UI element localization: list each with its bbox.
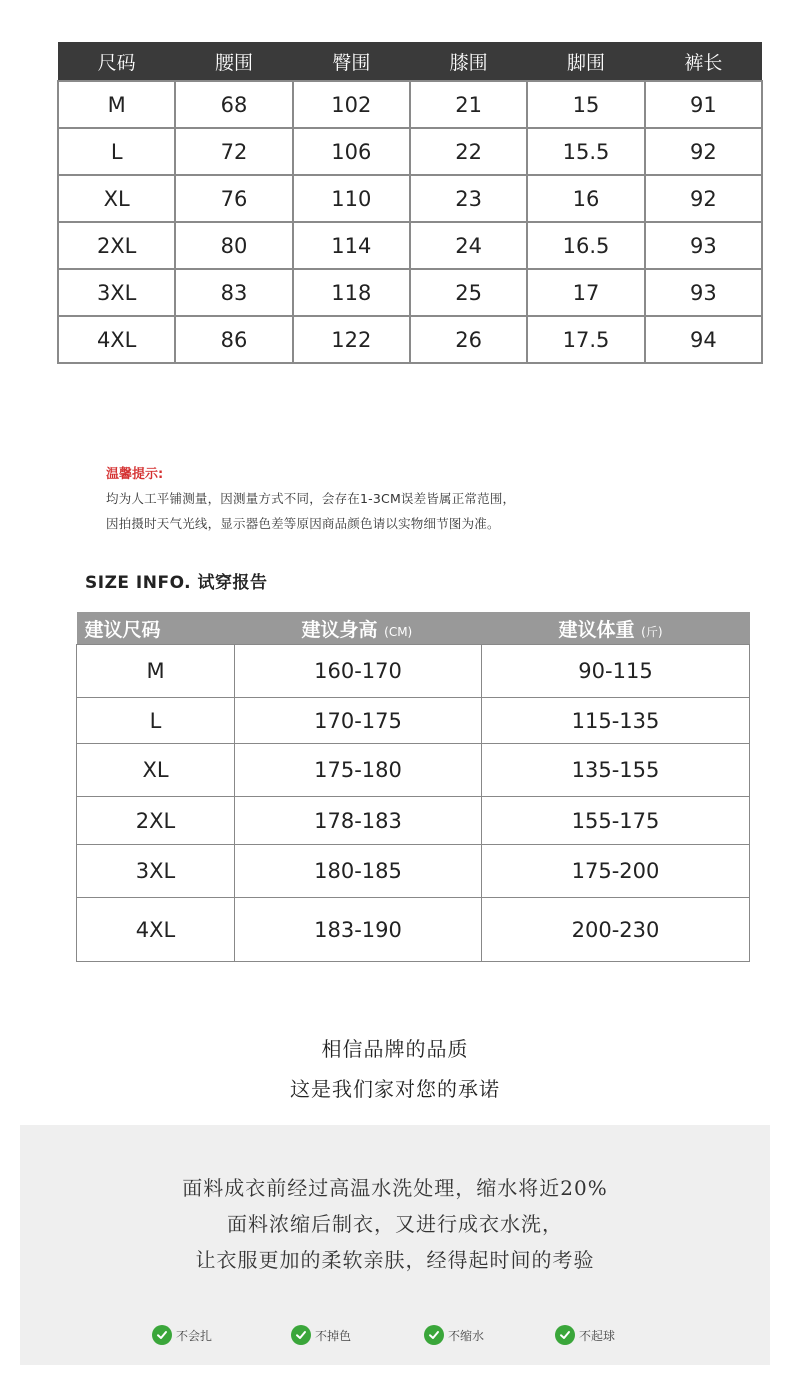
table-cell: 114 bbox=[293, 222, 410, 269]
table-cell: 72 bbox=[175, 128, 292, 175]
table-cell: 80 bbox=[175, 222, 292, 269]
table-cell: XL bbox=[77, 744, 235, 797]
table-row bbox=[58, 222, 762, 269]
check-circle-icon bbox=[424, 1325, 444, 1345]
table-cell: 17.5 bbox=[527, 316, 644, 363]
table-row bbox=[58, 175, 762, 222]
size-info-heading: SIZE INFO. 试穿报告 bbox=[85, 573, 268, 593]
table-cell: 15.5 bbox=[527, 128, 644, 175]
table-cell: 102 bbox=[293, 81, 410, 128]
table-header-row bbox=[58, 42, 762, 81]
header-unit: (CM) bbox=[384, 624, 413, 639]
header-knee: 膝围 bbox=[410, 42, 527, 81]
table-cell: 91 bbox=[645, 81, 762, 128]
table-cell: 160-170 bbox=[235, 645, 482, 698]
table-cell: 24 bbox=[410, 222, 527, 269]
table-cell: 106 bbox=[293, 128, 410, 175]
table-cell: 68 bbox=[175, 81, 292, 128]
table-cell: 17 bbox=[527, 269, 644, 316]
promise-line-2: 面料浓缩后制衣，又进行成衣水洗， bbox=[227, 1212, 563, 1236]
table-row bbox=[58, 81, 762, 128]
table-row bbox=[77, 744, 750, 797]
table-cell: 3XL bbox=[58, 269, 175, 316]
table-cell: 21 bbox=[410, 81, 527, 128]
header-unit: (斤) bbox=[641, 624, 663, 639]
header-label: 建议身高 bbox=[301, 618, 378, 641]
header-label: 建议体重 bbox=[558, 618, 635, 641]
table-row bbox=[58, 269, 762, 316]
table-cell: L bbox=[77, 698, 235, 744]
table-cell: 25 bbox=[410, 269, 527, 316]
promise-line-3: 让衣服更加的柔软亲肤，经得起时间的考验 bbox=[195, 1248, 595, 1272]
table-cell: 122 bbox=[293, 316, 410, 363]
notice-line-2: 因拍摄时天气光线，显示器色差等原因商品颜色请以实物细节图为准。 bbox=[106, 516, 500, 531]
table-cell: 92 bbox=[645, 175, 762, 222]
table-row bbox=[58, 128, 762, 175]
badge-label: 不会扎 bbox=[176, 1328, 213, 1343]
header-hip: 臀围 bbox=[293, 42, 410, 81]
table-row bbox=[77, 898, 750, 962]
table-cell: 23 bbox=[410, 175, 527, 222]
check-circle-icon bbox=[152, 1325, 172, 1345]
table-cell: 118 bbox=[293, 269, 410, 316]
table-cell: 175-200 bbox=[482, 845, 750, 898]
table-cell: XL bbox=[58, 175, 175, 222]
table-cell: M bbox=[77, 645, 235, 698]
slogan-line-1: 相信品牌的品质 bbox=[321, 1037, 469, 1061]
size-measurement-table bbox=[57, 42, 763, 364]
slogan-line-2: 这是我们家对您的承诺 bbox=[290, 1077, 500, 1101]
badge-no-itch bbox=[152, 1325, 212, 1345]
check-circle-icon bbox=[555, 1325, 575, 1345]
table-cell: 110 bbox=[293, 175, 410, 222]
table-row bbox=[77, 845, 750, 898]
badge-no-pilling bbox=[555, 1325, 615, 1345]
table-cell: 178-183 bbox=[235, 797, 482, 845]
header-leg-opening: 脚围 bbox=[527, 42, 644, 81]
table-cell: 4XL bbox=[77, 898, 235, 962]
table-cell: 2XL bbox=[77, 797, 235, 845]
table-cell: 16.5 bbox=[527, 222, 644, 269]
table-cell: 22 bbox=[410, 128, 527, 175]
table-cell: 200-230 bbox=[482, 898, 750, 962]
notice-line-1: 均为人工平铺测量，因测量方式不同，会存在1-3CM误差皆属正常范围， bbox=[106, 491, 516, 506]
table-cell: 94 bbox=[645, 316, 762, 363]
badge-no-fade bbox=[291, 1325, 351, 1345]
header-recommended-size bbox=[77, 612, 235, 645]
table-row bbox=[77, 645, 750, 698]
table-cell: 135-155 bbox=[482, 744, 750, 797]
table-cell: 26 bbox=[410, 316, 527, 363]
size-recommendation-table bbox=[76, 612, 750, 962]
table-cell: 93 bbox=[645, 222, 762, 269]
table-cell: 83 bbox=[175, 269, 292, 316]
table-cell: 76 bbox=[175, 175, 292, 222]
notice-title: 温馨提示: bbox=[106, 467, 164, 482]
table-cell: M bbox=[58, 81, 175, 128]
table-row bbox=[77, 797, 750, 845]
table-cell: 86 bbox=[175, 316, 292, 363]
table-row bbox=[58, 316, 762, 363]
table-cell: 180-185 bbox=[235, 845, 482, 898]
header-length: 裤长 bbox=[645, 42, 762, 81]
table-row bbox=[77, 698, 750, 744]
table-cell: 2XL bbox=[58, 222, 175, 269]
table-cell: 175-180 bbox=[235, 744, 482, 797]
badge-label: 不掉色 bbox=[315, 1328, 352, 1343]
table-cell: 115-135 bbox=[482, 698, 750, 744]
table-cell: 155-175 bbox=[482, 797, 750, 845]
table-cell: 90-115 bbox=[482, 645, 750, 698]
table-cell: 4XL bbox=[58, 316, 175, 363]
table-cell: 183-190 bbox=[235, 898, 482, 962]
header-label: 建议尺码 bbox=[84, 618, 161, 641]
table-cell: L bbox=[58, 128, 175, 175]
table-cell: 170-175 bbox=[235, 698, 482, 744]
table-cell: 92 bbox=[645, 128, 762, 175]
table-header-row bbox=[77, 612, 750, 645]
badge-label: 不缩水 bbox=[448, 1328, 485, 1343]
table-cell: 3XL bbox=[77, 845, 235, 898]
header-size: 尺码 bbox=[58, 42, 175, 81]
promise-line-1: 面料成衣前经过高温水洗处理，缩水将近20% bbox=[182, 1176, 608, 1200]
header-waist: 腰围 bbox=[175, 42, 292, 81]
table-cell: 16 bbox=[527, 175, 644, 222]
header-recommended-height bbox=[235, 612, 482, 645]
table-cell: 15 bbox=[527, 81, 644, 128]
badge-no-shrink bbox=[424, 1325, 484, 1345]
check-circle-icon bbox=[291, 1325, 311, 1345]
badge-label: 不起球 bbox=[579, 1328, 616, 1343]
header-recommended-weight bbox=[482, 612, 750, 645]
table-cell: 93 bbox=[645, 269, 762, 316]
